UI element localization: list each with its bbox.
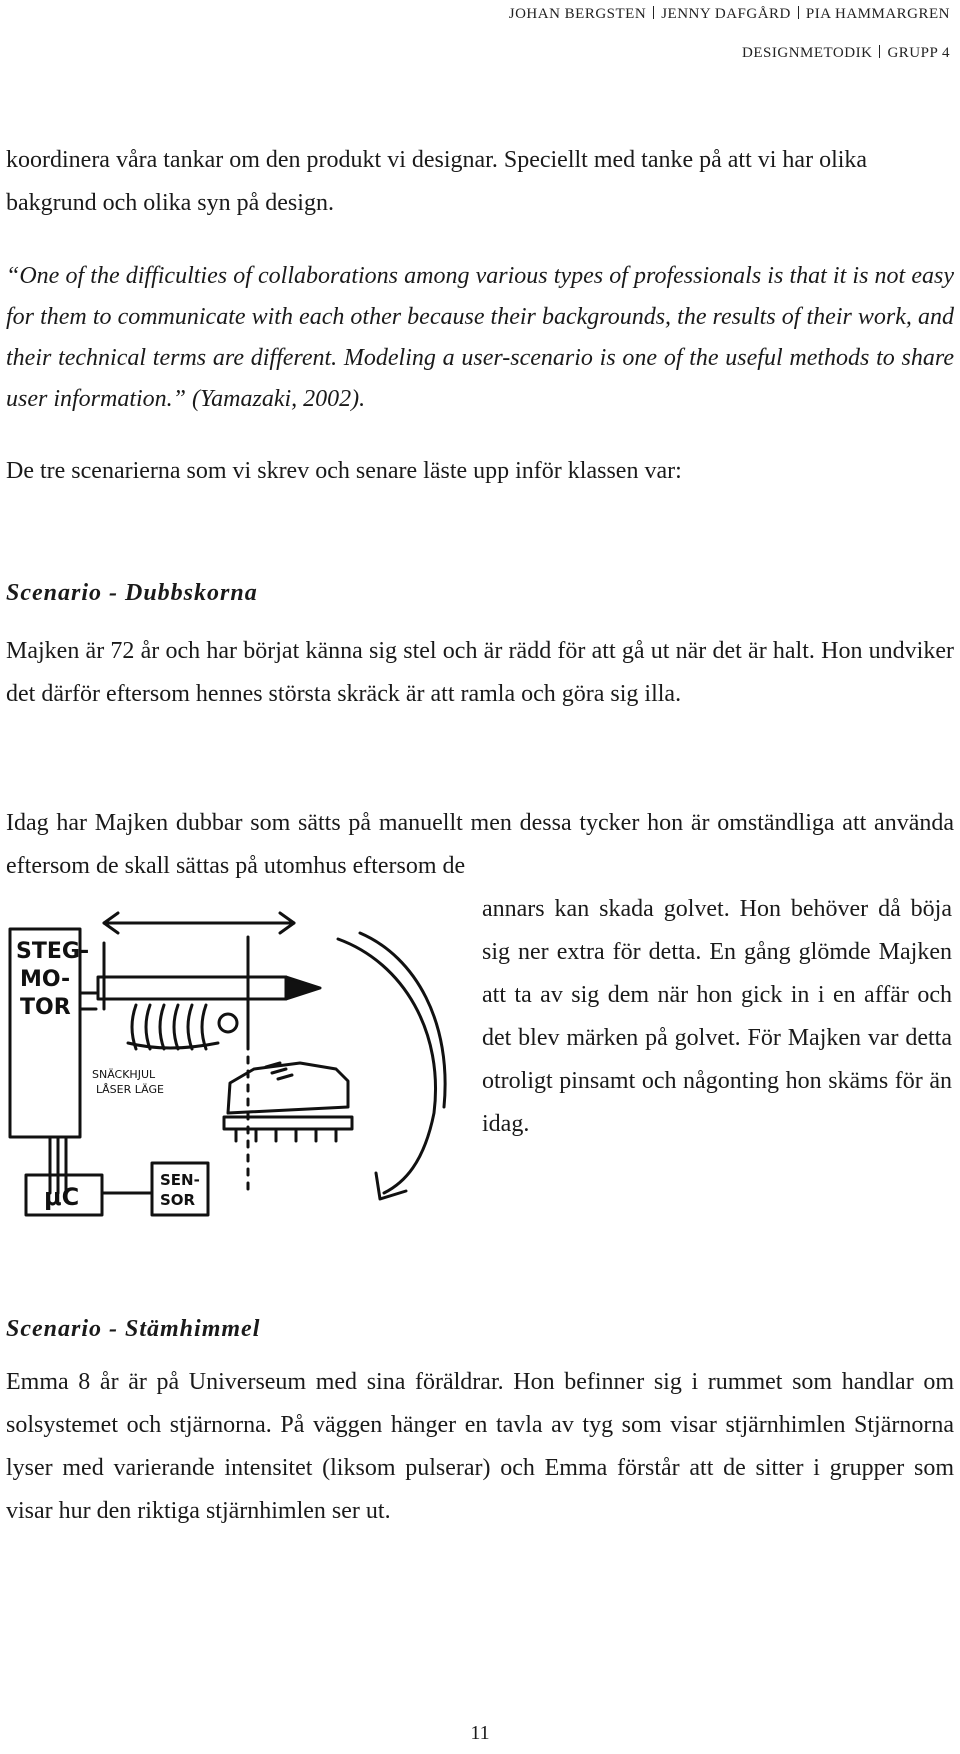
rod-tip [286,977,320,999]
gear-hub [219,1014,237,1032]
motor-label-line: STEG- [16,939,90,964]
scenario1-heading: Scenario - Dubbskorna [6,580,258,606]
group-name: GRUPP 4 [887,45,950,61]
scenario2-heading: Scenario - Stämhimmel [6,1316,261,1342]
stud-mechanism-sketch [4,893,478,1221]
scenario1-paragraph2: Idag har Majken dubbar som sätts på manuellt men dessa tycker hon är omständliga att använda eftersom de skall sättas på utomhus eftersom de [6,810,954,879]
motor-label-line: TOR [20,995,71,1020]
author-name: PIA HAMMARGREN [805,6,950,22]
quote-paragraph: “One of the difficulties of collaborations among various types of professionals is that it is not easy for them to communicate with each other because their backgrounds, the results of their work, and their technical terms are different. Modeling a user-scenario is one of the useful methods to share user information.” (Yamazaki, 2002). [6,263,954,412]
gear-label-line: SNÄCKHJUL [92,1068,156,1081]
separator [798,6,799,19]
threaded-rod [98,977,286,999]
motor-label-line: MO- [20,967,71,992]
worm-gear [132,1005,206,1049]
gear-label-line: LÅSER LÄGE [96,1083,164,1096]
sensor-label-line: SEN- [160,1171,200,1189]
scenario1-paragraph1: Majken är 72 år och har börjat känna sig stel och är rädd för att gå ut när det är halt. Hon undviker det därför eftersom hennes största skräck är att ramla och göra sig illa. [6,638,954,707]
intro-paragraph: koordinera våra tankar om den produkt vi designar. Speciellt med tanke på att vi har olika bakgrund och olika syn på design. [6,147,868,216]
running-header-authors [509,6,950,23]
curved-arrow-head [376,1173,406,1199]
shoe-studs [236,1131,336,1141]
scenario1-paragraph2-continued: annars kan skada golvet. Hon behöver då böja sig ner extra för detta. En gång glömde Majken att ta av sig dem när hon gick in i en affär och det blev märken på golvet. För Majken var detta otroligt pinsamt och någonting hon skäms för än idag. [482,896,952,1137]
course-name: DESIGNMETODIK [742,45,873,61]
shoe-upper [228,1063,348,1113]
author-name: JOHAN BERGSTEN [508,6,647,22]
page-number: 11 [470,1722,490,1744]
scenario2-paragraph1: Emma 8 år är på Universeum med sina föräldrar. Hon befinner sig i rummet som handlar om solsystemet och stjärnorna. På väggen hänger en tavla av tyg som visar stjärnhimlen Stjärnorna lyser med varierande intensitet (liksom pulserar) och Emma förstår att de sitter i grupper som visar hur den riktiga stjärnhimlen ser ut. [6,1369,954,1524]
mcu-label: μC [44,1183,80,1211]
separator [653,6,654,19]
author-name: JENNY DAFGÅRD [661,6,791,22]
curved-arrow [338,939,436,1193]
scenarios-intro: De tre scenarierna som vi skrev och senare läste upp inför klassen var: [6,458,682,484]
running-header-course [742,45,950,62]
sensor-label-line: SOR [160,1191,196,1209]
separator [879,45,880,58]
shoe-sole [224,1117,352,1129]
